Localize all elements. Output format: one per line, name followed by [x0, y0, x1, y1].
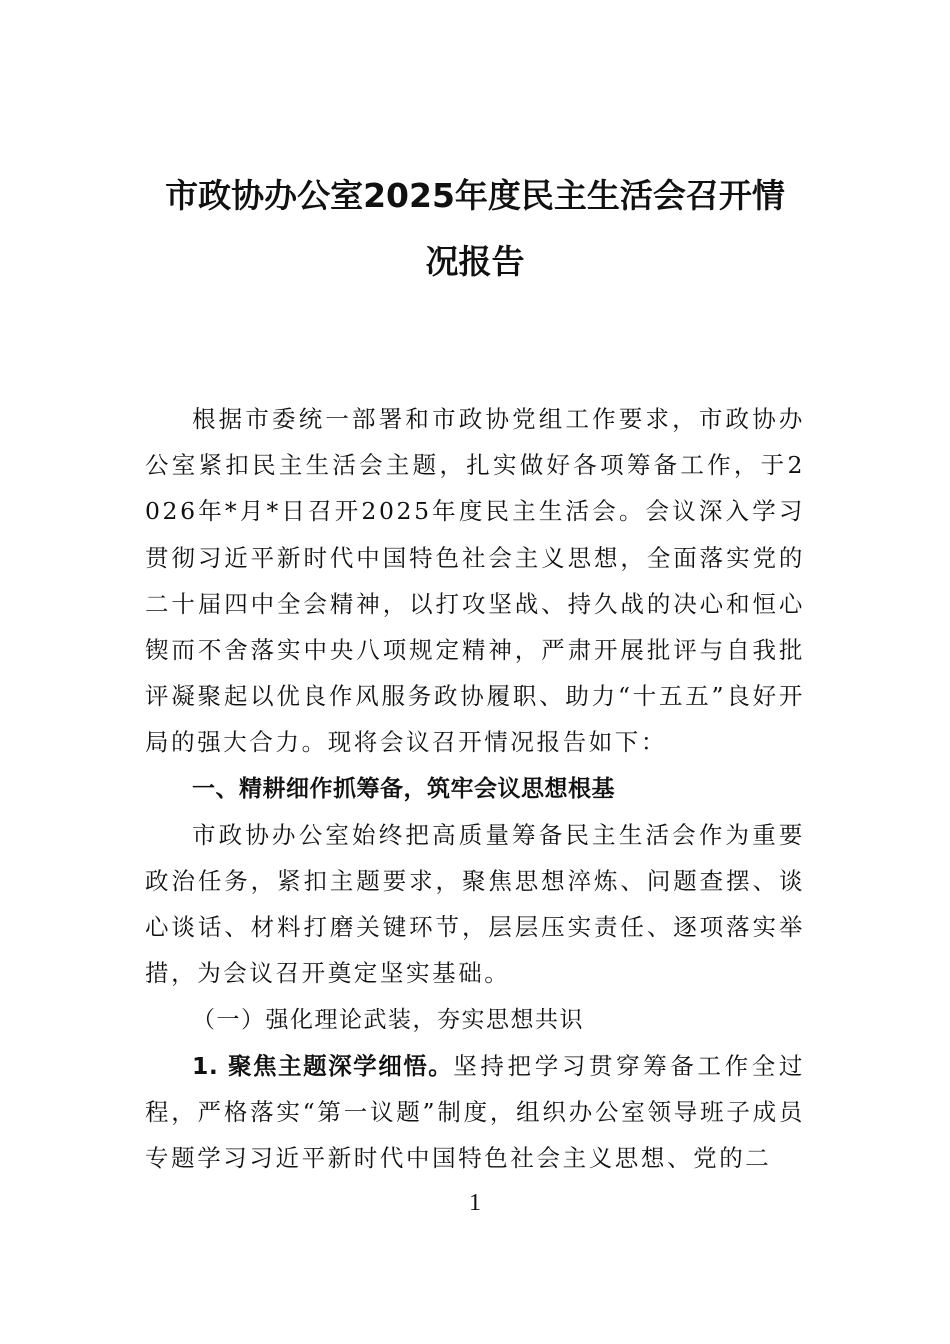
item-1-text: 坚持把学习贯穿筹备工作全过程，严格落实“第一议题”制度，组织办公室领导班子成员专题学习习近平新时代中国特色社会主义思想、党的二: [145, 1051, 805, 1173]
section-1-paragraph: 市政协办公室始终把高质量筹备民主生活会作为重要政治任务，紧扣主题要求，聚焦思想淬炼、问题查摆、谈心谈话、材料打磨关键环节，层层压实责任、逐项落实举措，为会议召开奠定坚实基础。: [145, 820, 805, 988]
subsection-1-heading: （一）强化理论武装，夯实思想共识: [192, 1006, 584, 1033]
item-1-paragraph: [145, 1043, 805, 1182]
document-title-line-1: 市政协办公室2025年度民主生活会召开情: [165, 176, 785, 215]
document-title-line-2: 况报告: [425, 242, 525, 281]
document-title: [140, 163, 810, 295]
item-1-lead: 1. 聚焦主题深学细悟。: [192, 1051, 454, 1080]
document-body: [145, 396, 805, 1181]
intro-paragraph: 根据市委统一部署和市政协党组工作要求，市政协办公室紧扣民主生活会主题，扎实做好各项筹备工作，于2026年*月*日召开2025年度民主生活会。会议深入学习贯彻习近平新时代中国特色社会主义思想，全面落实党的二十届四中全会精神，以打攻坚战、持久战的决心和恒心锲而不舍落实中央八项规定精神，严肃开展批评与自我批评凝聚起以优良作风服务政协履职、助力“十五五”良好开局的强大合力。现将会议召开情况报告如下：: [145, 405, 805, 757]
section-1-heading: 一、精耕细作抓筹备，筑牢会议思想根基: [192, 775, 615, 802]
page-number: 1: [469, 1190, 481, 1216]
